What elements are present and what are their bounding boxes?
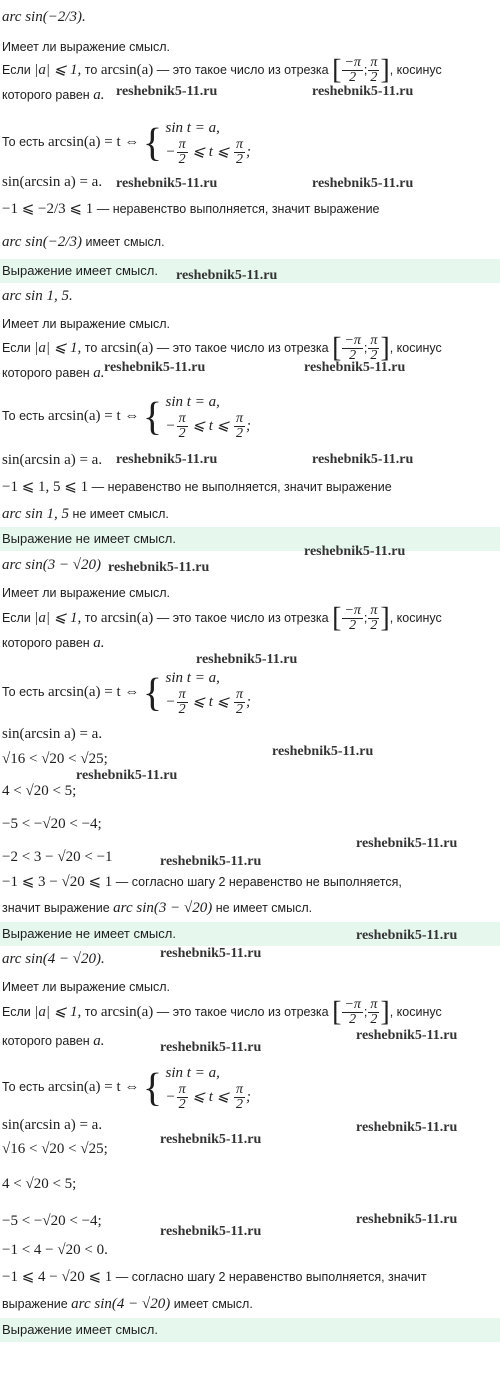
watermark: reshebnik5-11.ru — [116, 176, 218, 191]
watermark: reshebnik5-11.ru — [312, 84, 414, 99]
s1-system: То есть arcsin(a) = t ⇔ { sin t = a, − $\frac{\pi}{2}$ ⩽ t ⩽ $\frac{\pi}{2}$ ; — [2, 119, 251, 167]
watermark: reshebnik5-11.ru — [356, 836, 458, 851]
s3-step-3: −5 < −√20 < −4; — [2, 816, 102, 832]
watermark: reshebnik5-11.ru — [356, 1212, 458, 1227]
s1-conclusion: arc sin(−2/3) имеет смысл. — [2, 234, 165, 250]
watermark: reshebnik5-11.ru — [160, 854, 262, 869]
watermark: reshebnik5-11.ru — [304, 360, 406, 375]
watermark: reshebnik5-11.ru — [196, 652, 298, 667]
s4-step-4: −1 < 4 − √20 < 0. — [2, 1242, 108, 1258]
watermark: reshebnik5-11.ru — [312, 452, 414, 467]
s2-conclusion: arc sin 1, 5 не имеет смысл. — [2, 506, 169, 522]
s3-step-2: 4 < √20 < 5; — [2, 783, 77, 799]
s3-answer: Выражение не имеет смысл. — [2, 926, 176, 941]
s1-answer: Выражение имеет смысл. — [2, 263, 158, 278]
s4-system: То есть arcsin(a) = t ⇔ { sin t = a, − $\frac{\pi}{2}$ ⩽ t ⩽ $\frac{\pi}{2}$ ; — [2, 1064, 251, 1112]
s3-title: arc sin(3 − √20) — [2, 557, 102, 573]
s2-title: arc sin 1, 5. — [2, 288, 73, 304]
watermark: reshebnik5-11.ru — [76, 768, 178, 783]
watermark: reshebnik5-11.ru — [160, 946, 262, 961]
watermark: reshebnik5-11.ru — [104, 360, 206, 375]
s3-step-5: −1 ⩽ 3 − √20 ⩽ 1 — согласно шагу 2 неравенство не выполняется, — [2, 874, 402, 890]
s4-step-2: 4 < √20 < 5; — [2, 1176, 77, 1192]
s4-answer: Выражение имеет смысл. — [2, 1322, 158, 1337]
s4-step-3: −5 < −√20 < −4; — [2, 1213, 102, 1229]
s3-definition-2: которого равен a. — [2, 635, 105, 651]
s1-sin-arcsin: sin(arcsin a) = a. — [2, 174, 103, 190]
s4-definition-2: которого равен a. — [2, 1033, 105, 1049]
s1-question: Имеет ли выражение смысл. — [2, 40, 171, 54]
s4-answer-band — [0, 1318, 500, 1342]
s3-definition: Если |a| ⩽ 1, то arcsin(a) — это такое число из отрезка [ $\frac{-\pi}{2}$ ; $\frac{\pi}{2}$ ], косинус — [2, 602, 442, 634]
s4-question: Имеет ли выражение смысл. — [2, 980, 171, 994]
s2-system: То есть arcsin(a) = t ⇔ { sin t = a, − $\frac{\pi}{2}$ ⩽ t ⩽ $\frac{\pi}{2}$ ; — [2, 393, 251, 441]
watermark: reshebnik5-11.ru — [176, 268, 278, 283]
watermark: reshebnik5-11.ru — [108, 560, 210, 575]
s3-sin-arcsin: sin(arcsin a) = a. — [2, 726, 103, 742]
watermark: reshebnik5-11.ru — [356, 1028, 458, 1043]
watermark: reshebnik5-11.ru — [116, 452, 218, 467]
watermark: reshebnik5-11.ru — [312, 176, 414, 191]
watermark: reshebnik5-11.ru — [356, 1120, 458, 1135]
s3-step-4: −2 < 3 − √20 < −1 — [2, 849, 113, 865]
s3-step-6: значит выражение arc sin(3 − √20) не имеет смысл. — [2, 900, 313, 916]
s1-definition: Если |a| ⩽ 1, то arcsin(a) — это такое число из отрезка [ $\frac{-\pi}{2}$ ; $\frac{\pi}{2}$ ], косинус — [2, 54, 442, 86]
s2-inequality: −1 ⩽ 1, 5 ⩽ 1 — неравенство не выполняется, значит выражение — [2, 479, 392, 495]
s2-answer-band — [0, 527, 500, 551]
watermark: reshebnik5-11.ru — [272, 744, 374, 759]
watermark: reshebnik5-11.ru — [160, 1224, 262, 1239]
s2-definition-2: которого равен a. — [2, 365, 105, 381]
s4-title: arc sin(4 − √20). — [2, 951, 105, 967]
watermark: reshebnik5-11.ru — [304, 544, 406, 559]
s3-question: Имеет ли выражение смысл. — [2, 586, 171, 600]
s2-question: Имеет ли выражение смысл. — [2, 317, 171, 331]
watermark: reshebnik5-11.ru — [160, 1132, 262, 1147]
s4-step-5: −1 ⩽ 4 − √20 ⩽ 1 — согласно шагу 2 неравенство выполняется, значит — [2, 1269, 427, 1285]
s4-step-1: √16 < √20 < √25; — [2, 1141, 108, 1157]
watermark: reshebnik5-11.ru — [160, 1040, 262, 1055]
s1-definition-2: которого равен a. — [2, 87, 105, 103]
s1-title: arc sin(−2/3). — [2, 9, 86, 25]
s2-definition: Если |a| ⩽ 1, то arcsin(a) — это такое число из отрезка [ $\frac{-\pi}{2}$ ; $\frac{\pi}{2}$ ], косинус — [2, 332, 442, 364]
s4-definition: Если |a| ⩽ 1, то arcsin(a) — это такое число из отрезка [ $\frac{-\pi}{2}$ ; $\frac{\pi}{2}$ ], косинус — [2, 996, 442, 1028]
s2-answer: Выражение не имеет смысл. — [2, 531, 176, 546]
s2-sin-arcsin: sin(arcsin a) = a. — [2, 452, 103, 468]
s4-sin-arcsin: sin(arcsin a) = a. — [2, 1117, 103, 1133]
s1-inequality: −1 ⩽ −2/3 ⩽ 1 — неравенство выполняется, значит выражение — [2, 201, 380, 217]
watermark: reshebnik5-11.ru — [116, 84, 218, 99]
watermark: reshebnik5-11.ru — [356, 928, 458, 943]
s4-step-6: выражение arc sin(4 − √20) имеет смысл. — [2, 1296, 253, 1312]
s3-step-1: √16 < √20 < √25; — [2, 751, 108, 767]
s3-system: То есть arcsin(a) = t ⇔ { sin t = a, − $\frac{\pi}{2}$ ⩽ t ⩽ $\frac{\pi}{2}$ ; — [2, 669, 251, 717]
